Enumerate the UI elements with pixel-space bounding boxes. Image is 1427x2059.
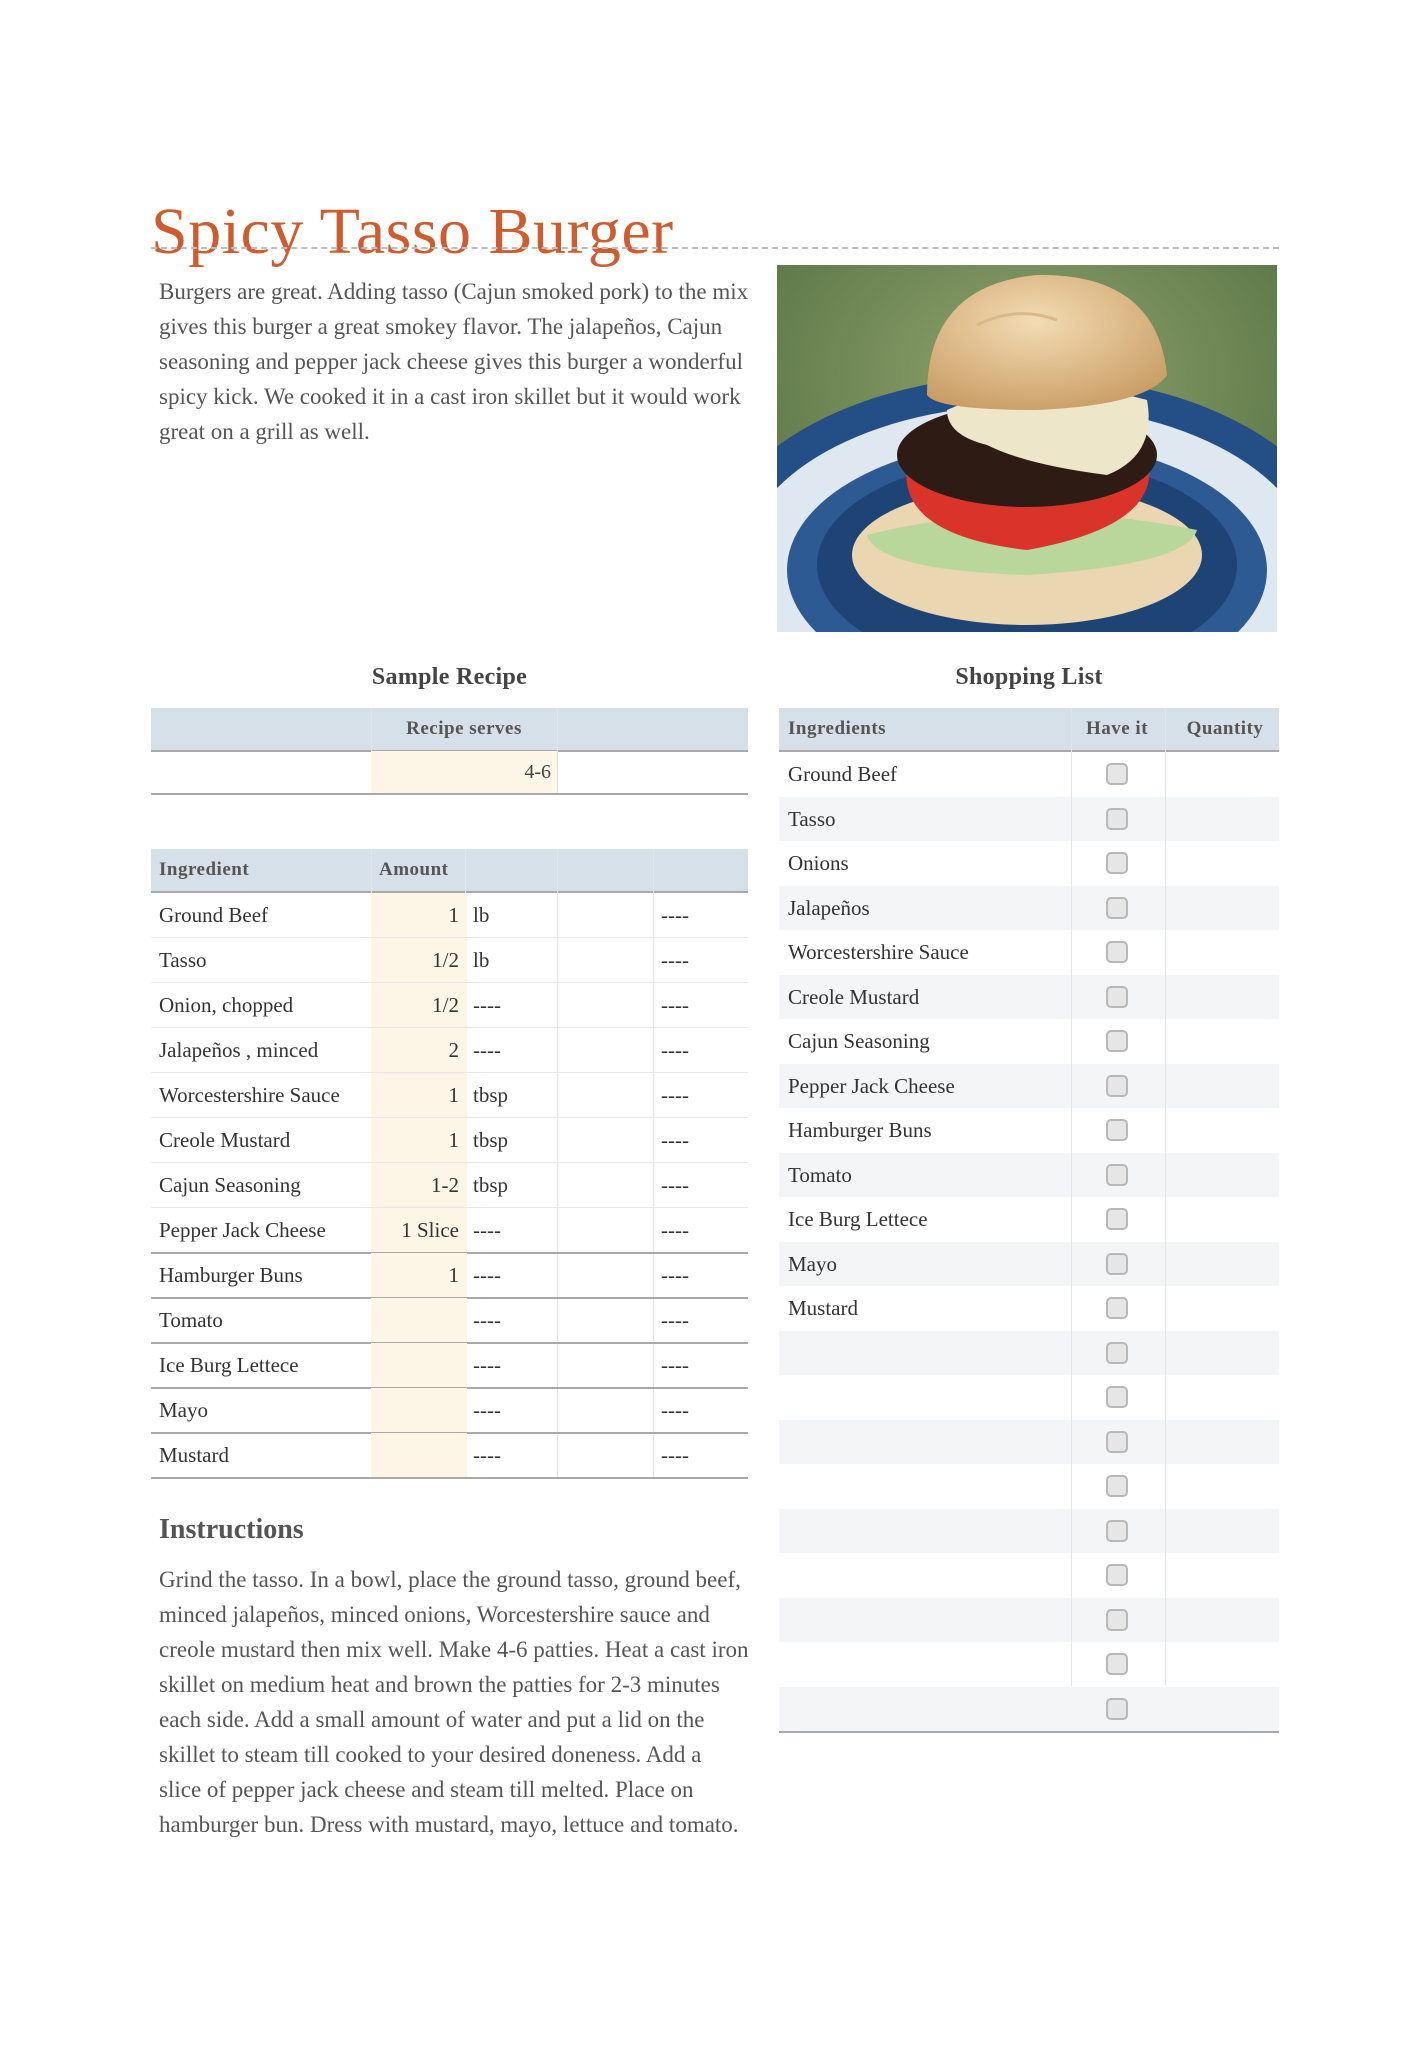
have-it-checkbox[interactable] — [1106, 1431, 1128, 1453]
ingredient-extra: ---- — [661, 1038, 689, 1062]
ingredient-row — [151, 1298, 748, 1344]
quantity-column-header: Quantity — [1186, 718, 1264, 739]
shopping-item-name: Ground Beef — [788, 762, 898, 786]
shopping-list-row — [779, 975, 1279, 1020]
ingredient-unit: ---- — [473, 993, 501, 1017]
ingredient-row — [151, 1433, 748, 1479]
shopping-item-name: Ice Burg Lettece — [788, 1207, 928, 1231]
quantity-cell[interactable] — [1171, 1197, 1279, 1242]
have-it-checkbox[interactable] — [1106, 808, 1128, 830]
have-it-checkbox[interactable] — [1106, 1075, 1128, 1097]
ingredient-row — [151, 1163, 748, 1208]
ingredient-name: Worcestershire Sauce — [159, 1083, 340, 1107]
ingredient-extra: ---- — [661, 903, 689, 927]
ingredient-amount: 1 — [448, 1263, 459, 1287]
ingredient-extra: ---- — [661, 1308, 689, 1332]
ingredient-table-header — [151, 849, 748, 893]
shopping-item-name: Mayo — [788, 1251, 837, 1276]
amount-column-header: Amount — [379, 859, 449, 880]
shopping-list-row — [779, 1153, 1279, 1198]
recipe-serves-header — [151, 708, 748, 752]
ingredient-amount: 1 — [448, 1128, 459, 1152]
ingredient-extra: ---- — [661, 948, 689, 972]
ingredient-name: Tasso — [159, 948, 207, 972]
shopping-list-row — [779, 1331, 1279, 1376]
have-it-checkbox[interactable] — [1106, 1253, 1128, 1275]
quantity-cell[interactable] — [1171, 1375, 1279, 1420]
ingredient-amount: 1/2 — [432, 993, 459, 1017]
shopping-list-row — [779, 1420, 1279, 1465]
quantity-cell[interactable] — [1171, 1509, 1279, 1554]
shopping-list-row — [779, 1509, 1279, 1554]
have-it-checkbox[interactable] — [1106, 1564, 1128, 1586]
ingredient-unit: tbsp — [473, 1128, 509, 1152]
have-it-checkbox[interactable] — [1106, 1208, 1128, 1230]
shopping-list-header — [779, 708, 1279, 752]
shopping-list-row — [779, 930, 1279, 975]
shopping-list-row — [779, 1242, 1279, 1287]
shopping-item-name: Creole Mustard — [788, 984, 920, 1009]
ingredients-column-header: Ingredients — [788, 718, 887, 739]
ingredient-row — [151, 1118, 748, 1163]
quantity-cell[interactable] — [1171, 1331, 1279, 1376]
quantity-cell[interactable] — [1171, 1642, 1279, 1687]
intro-text: Burgers are great. Adding tasso (Cajun smoked pork) to the mix gives this burger a great smokey flavor. The jalapeños, Cajun seasoning and pepper jack cheese gives this burger a wonderful spicy kick. We cooked it in a cast iron skillet but it would work great on a grill as well. — [159, 279, 749, 444]
ingredient-amount: 1 — [448, 1083, 459, 1107]
title-divider — [151, 247, 1279, 249]
shopping-list-row — [779, 1108, 1279, 1153]
quantity-cell[interactable] — [1171, 1153, 1279, 1198]
amount-cell-bg — [371, 1298, 467, 1342]
quantity-cell[interactable] — [1171, 1286, 1279, 1331]
ingredient-name: Pepper Jack Cheese — [159, 1218, 326, 1242]
ingredient-extra: ---- — [661, 1083, 689, 1107]
ingredient-amount: 1-2 — [431, 1173, 459, 1197]
ingredient-row — [151, 1388, 748, 1434]
shopping-list-row — [779, 886, 1279, 931]
shopping-item-name: Pepper Jack Cheese — [788, 1073, 955, 1098]
have-it-checkbox[interactable] — [1106, 1030, 1128, 1052]
have-it-checkbox[interactable] — [1106, 852, 1128, 874]
ingredient-row — [151, 938, 748, 983]
quantity-cell[interactable] — [1171, 975, 1279, 1020]
ingredient-name: Hamburger Buns — [159, 1263, 303, 1287]
ingredient-unit: tbsp — [473, 1173, 509, 1197]
ingredient-name: Mustard — [159, 1443, 229, 1467]
shopping-list-row — [779, 841, 1279, 886]
amount-cell-bg — [371, 1343, 467, 1387]
have-it-checkbox[interactable] — [1106, 1520, 1128, 1542]
shopping-list-row — [779, 1598, 1279, 1643]
ingredient-name: Ice Burg Lettece — [159, 1353, 299, 1377]
shopping-list-row — [779, 1464, 1279, 1509]
amount-cell-bg — [371, 1388, 467, 1432]
have-it-checkbox[interactable] — [1106, 1475, 1128, 1497]
shopping-list-row — [779, 1642, 1279, 1687]
page-title: Spicy Tasso Burger — [151, 195, 674, 269]
ingredient-row — [151, 1343, 748, 1389]
ingredient-extra: ---- — [661, 993, 689, 1017]
ingredient-name: Cajun Seasoning — [159, 1173, 301, 1197]
ingredient-row — [151, 1208, 748, 1254]
sample-recipe-heading: Sample Recipe — [371, 664, 528, 690]
have-it-checkbox[interactable] — [1106, 1698, 1128, 1720]
ingredient-unit: tbsp — [473, 1083, 509, 1107]
ingredient-row — [151, 1028, 748, 1073]
ingredient-extra: ---- — [661, 1398, 689, 1422]
ingredient-unit: ---- — [473, 1443, 501, 1467]
have-it-checkbox[interactable] — [1106, 1119, 1128, 1141]
ingredient-column-header: Ingredient — [159, 859, 250, 880]
quantity-cell[interactable] — [1171, 1420, 1279, 1465]
ingredient-unit: lb — [473, 903, 490, 927]
shopping-item-name: Tomato — [788, 1162, 852, 1187]
ingredient-name: Mayo — [159, 1398, 208, 1422]
ingredient-row — [151, 893, 748, 938]
ingredient-amount: 1 Slice — [401, 1218, 459, 1242]
have-it-checkbox[interactable] — [1106, 1342, 1128, 1364]
ingredient-unit: ---- — [473, 1218, 501, 1242]
have-it-checkbox[interactable] — [1106, 1164, 1128, 1186]
shopping-item-name: Cajun Seasoning — [788, 1029, 930, 1053]
shopping-list-row — [779, 1687, 1279, 1734]
ingredient-unit: ---- — [473, 1038, 501, 1062]
quantity-cell[interactable] — [1171, 1598, 1279, 1643]
quantity-cell[interactable] — [1171, 841, 1279, 886]
ingredient-extra: ---- — [661, 1263, 689, 1287]
shopping-item-name: Onions — [788, 851, 849, 875]
quantity-cell[interactable] — [1171, 930, 1279, 975]
quantity-cell[interactable] — [1171, 1019, 1279, 1064]
ingredient-name: Ground Beef — [159, 903, 269, 927]
have-it-checkbox[interactable] — [1106, 763, 1128, 785]
amount-cell-bg — [371, 1433, 467, 1477]
ingredient-extra: ---- — [661, 1218, 689, 1242]
have-it-checkbox[interactable] — [1106, 986, 1128, 1008]
shopping-list-row — [779, 1197, 1279, 1242]
ingredient-amount: 1 — [448, 903, 459, 927]
ingredient-amount: 1/2 — [432, 948, 459, 972]
instructions-heading: Instructions — [159, 1514, 304, 1545]
shopping-list-row — [779, 1553, 1279, 1598]
have-it-checkbox[interactable] — [1106, 1609, 1128, 1631]
ingredient-unit: ---- — [473, 1398, 501, 1422]
shopping-list-row — [779, 1064, 1279, 1109]
ingredient-unit: ---- — [473, 1308, 501, 1332]
have-it-checkbox[interactable] — [1106, 1297, 1128, 1319]
quantity-cell[interactable] — [1171, 1242, 1279, 1287]
shopping-list-row — [779, 752, 1279, 797]
ingredient-name: Tomato — [159, 1308, 223, 1332]
quantity-cell[interactable] — [1171, 752, 1279, 797]
quantity-cell[interactable] — [1171, 1553, 1279, 1598]
shopping-item-name: Tasso — [788, 806, 836, 831]
have-it-checkbox[interactable] — [1106, 941, 1128, 963]
shopping-list-row — [779, 797, 1279, 842]
shopping-list-row — [779, 1286, 1279, 1331]
shopping-item-name: Hamburger Buns — [788, 1118, 932, 1142]
quantity-cell[interactable] — [1171, 797, 1279, 842]
ingredient-row — [151, 1073, 748, 1118]
ingredient-unit: ---- — [473, 1263, 501, 1287]
ingredient-row — [151, 983, 748, 1028]
ingredient-name: Jalapeños , minced — [159, 1038, 319, 1062]
ingredient-extra: ---- — [661, 1353, 689, 1377]
shopping-list-row — [779, 1019, 1279, 1064]
quantity-cell[interactable] — [1171, 1108, 1279, 1153]
ingredient-row — [151, 1253, 748, 1299]
ingredient-name: Onion, chopped — [159, 993, 294, 1017]
quantity-cell[interactable] — [1171, 1464, 1279, 1509]
ingredient-extra: ---- — [661, 1128, 689, 1152]
shopping-item-name: Jalapeños — [788, 895, 870, 920]
ingredient-amount: 2 — [448, 1038, 459, 1062]
burger-photo — [777, 265, 1277, 632]
ingredient-unit: ---- — [473, 1353, 501, 1377]
shopping-list-heading: Shopping List — [955, 664, 1103, 690]
shopping-list-row — [779, 1375, 1279, 1420]
have-it-checkbox[interactable] — [1106, 897, 1128, 919]
ingredient-name: Creole Mustard — [159, 1128, 291, 1152]
quantity-cell[interactable] — [1171, 1064, 1279, 1109]
quantity-cell[interactable] — [1171, 1687, 1279, 1732]
have-it-checkbox[interactable] — [1106, 1653, 1128, 1675]
instructions-text: Grind the tasso. In a bowl, place the ground tasso, ground beef, minced jalapeños, minced onions, Worcestershire sauce and creole mustard then mix well. Make 4-6 patties. Heat a cast iron skillet on medium heat and brown the patties for 2-3 minutes each side. Add a small amount of water and put a lid on the skillet to steam till cooked to your desired doneness. Add a slice of pepper jack cheese and steam till melted. Place on hamburger bun. Dress with mustard, mayo, lettuce and tomato. — [159, 1567, 749, 1837]
have-it-checkbox[interactable] — [1106, 1386, 1128, 1408]
recipe-serves-label: Recipe serves — [406, 718, 522, 739]
serves-bottom-rule — [151, 793, 748, 795]
ingredient-unit: lb — [473, 948, 490, 972]
ingredient-extra: ---- — [661, 1173, 689, 1197]
have-it-column-header: Have it — [1085, 718, 1149, 739]
shopping-item-name: Worcestershire Sauce — [788, 940, 969, 964]
recipe-serves-value: 4-6 — [371, 751, 557, 793]
quantity-cell[interactable] — [1171, 886, 1279, 931]
ingredient-extra: ---- — [661, 1443, 689, 1467]
shopping-item-name: Mustard — [788, 1296, 858, 1320]
